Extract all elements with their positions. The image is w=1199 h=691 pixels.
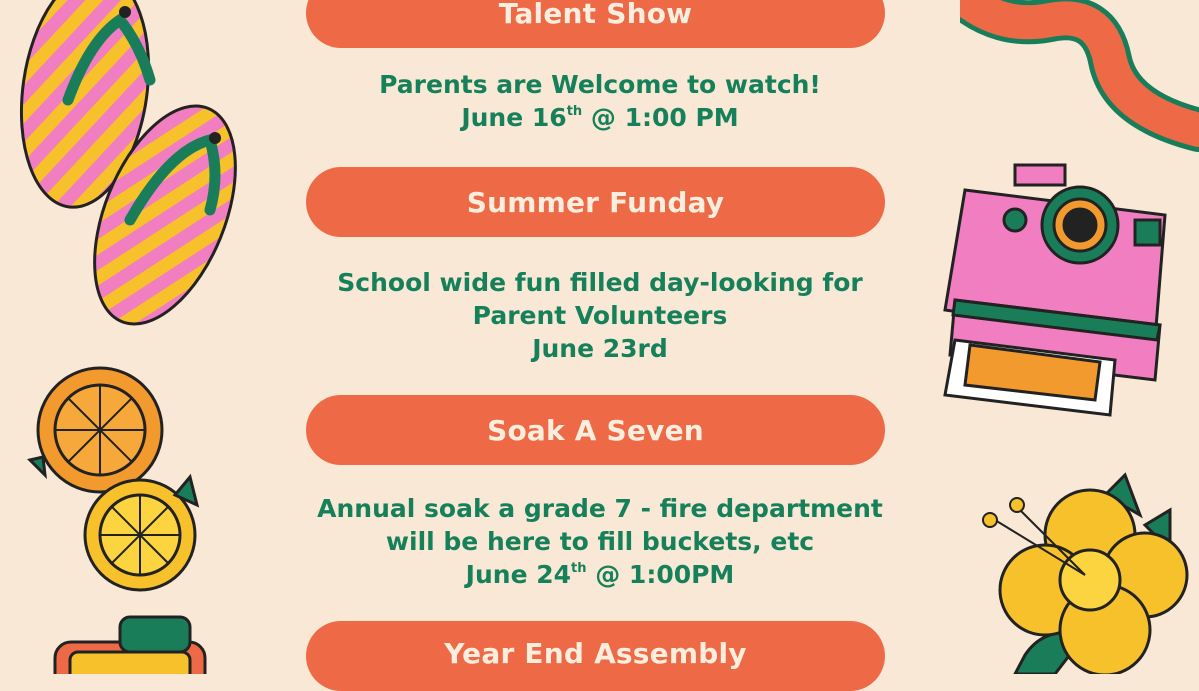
- hibiscus-flower-icon: [975, 465, 1199, 674]
- event-text-line: Parent Volunteers: [472, 301, 728, 330]
- event-title-banner: Summer Funday: [306, 167, 885, 237]
- event-description: [250, 266, 950, 365]
- event-text-line: will be here to fill buckets, etc: [385, 527, 815, 556]
- event-title-banner: Talent Show: [306, 0, 885, 48]
- event-text-line: Parents are Welcome to watch!: [379, 70, 821, 99]
- sunscreen-bottle-icon: [50, 612, 220, 674]
- polaroid-camera-icon: [925, 150, 1185, 425]
- event-date: June 24th @ 1:00PM: [465, 560, 735, 589]
- event-title-banner: Soak A Seven: [306, 395, 885, 465]
- orange-slices-icon: [15, 365, 205, 595]
- event-text-line: Annual soak a grade 7 - fire department: [317, 494, 883, 523]
- event-text-line: School wide fun filled day-looking for: [337, 268, 863, 297]
- event-description: [250, 68, 950, 134]
- flip-flops-icon: [10, 0, 260, 340]
- event-date: June 23rd: [532, 334, 668, 363]
- event-title-banner: Year End Assembly: [306, 621, 885, 691]
- event-description: [250, 492, 950, 591]
- event-date: June 16th @ 1:00 PM: [461, 103, 739, 132]
- wavy-ribbon-icon: [960, 0, 1199, 170]
